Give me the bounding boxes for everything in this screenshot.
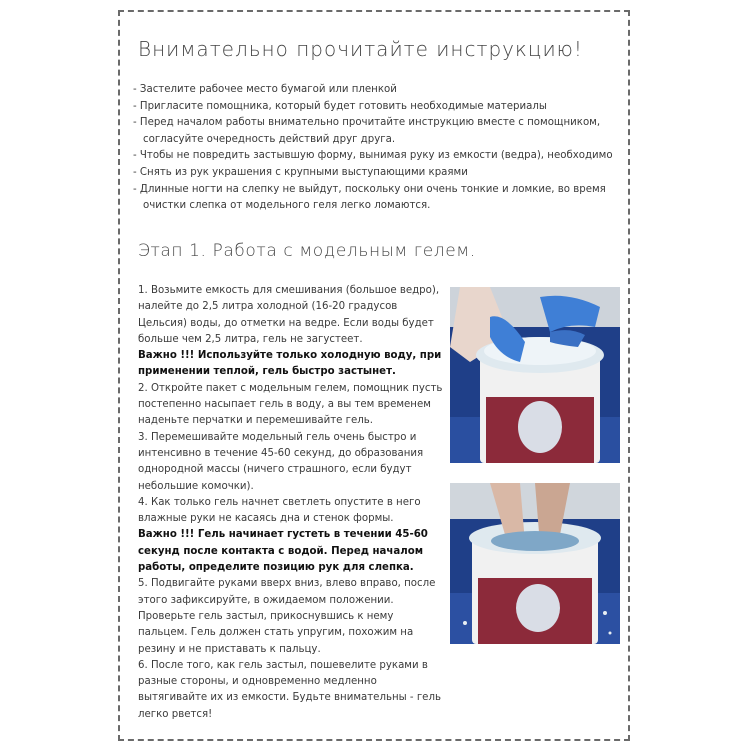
steps-text bbox=[138, 283, 443, 723]
list-item bbox=[133, 182, 623, 215]
rule-text: - Снять из рук украшения с крупными выступающими краями bbox=[133, 166, 468, 178]
hands-in-gel-photo-illustration bbox=[450, 483, 620, 644]
important-note: Важно !!! Гель начинает густеть в течении 45-60 секунд после контакта с водой. Перед началом работы, определите позицию рук для слепка. bbox=[138, 529, 428, 574]
rule-continuation: очистки слепка от модельного геля легко ломаются. bbox=[143, 200, 431, 212]
mixing-gel-photo-illustration bbox=[450, 287, 620, 463]
rule-text: - Пригласите помощника, который будет готовить необходимые материалы bbox=[133, 100, 547, 112]
photo-mixing-gel bbox=[450, 287, 620, 463]
stage-title: Этап 1. Работа с модельным гелем. bbox=[138, 241, 476, 261]
list-item bbox=[133, 165, 623, 182]
step-paragraph: 5. Подвигайте руками вверх вниз, влево вправо, после этого зафиксируйте, в ожидаемом положении. Проверьте гель застыл, прикоснувшись к нему пальцем. Гель должен стать упругим, похожим на резину и не приставать к пальцу. bbox=[138, 578, 436, 655]
list-item bbox=[133, 148, 623, 165]
list-item bbox=[133, 99, 623, 116]
rule-text: - Чтобы не повредить застывшую форму, вынимая руку из емкости (ведра), необходимо bbox=[133, 150, 613, 162]
rule-text: - Застелите рабочее место бумагой или пленкой bbox=[133, 84, 397, 95]
rules-list bbox=[133, 82, 623, 215]
step-paragraph: 3. Перемешивайте модельный гель очень быстро и интенсивно в течение 45-60 секунд, до образования однородной массы (ничего страшного, если будут небольшие комочки). bbox=[138, 431, 424, 492]
page-title: Внимательно прочитайте инструкцию! bbox=[138, 37, 583, 61]
important-note: Важно !!! Используйте только холодную воду, при применении теплой, гель быстро застынет. bbox=[138, 350, 442, 378]
step-paragraph: 2. Откройте пакет с модельным гелем, помощник пусть постепенно насыпает гель в воду, а вы тем временем наденьте перчатки и перемешивайте гель. bbox=[138, 382, 443, 427]
photo-hands-in-gel bbox=[450, 483, 620, 644]
list-item bbox=[133, 82, 623, 99]
step-paragraph: 6. После того, как гель застыл, пошевелите руками в разные стороны, и одновременно медленно вытягивайте их из емкости. Будьте внимательны - гель легко рвется! bbox=[138, 659, 441, 720]
step-paragraph: 4. Как только гель начнет светлеть опустите в него влажные руки не касаясь дна и стенок формы. bbox=[138, 496, 421, 525]
rule-text: - Длинные ногти на слепку не выйдут, поскольку они очень тонкие и ломкие, во время bbox=[133, 183, 606, 195]
step-paragraph: 1. Возьмите емкость для смешивания (большое ведро), налейте до 2,5 литра холодной (16-20 градусов Цельсия) воды, до отметки на ведре. Если воды будет больше чем 2,5 литра, гель не загустеет. bbox=[138, 285, 440, 345]
list-item bbox=[133, 115, 623, 148]
rule-text: - Перед началом работы внимательно прочитайте инструкцию вместе с помощником, bbox=[133, 117, 601, 129]
rule-continuation: согласуйте очередность действий друг друга. bbox=[143, 133, 396, 145]
